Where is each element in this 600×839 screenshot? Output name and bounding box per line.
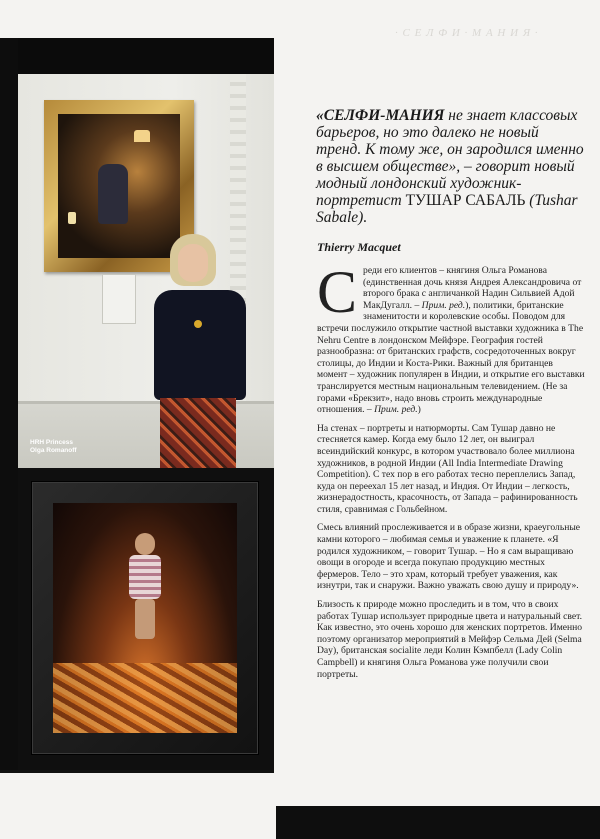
paragraph-5: Как известно, это очень хорошо для женских портретов. Именно поэтому организатор мероприятий в Мейфэр Сельма Дей (Selma Day), британская socialite леди Колин Кэмпбелл (Lady Colin Campbell) и княгиня Ольга Романова уже получили свои портреты. bbox=[317, 622, 583, 680]
paragraph-1 bbox=[317, 259, 585, 416]
artist-name: ТУШАР САБАЛЬ bbox=[405, 192, 526, 209]
girl-head bbox=[135, 533, 155, 555]
editor-note-2: Прим. ред. bbox=[374, 404, 418, 416]
article-body bbox=[317, 259, 585, 687]
lead-paragraph bbox=[316, 107, 584, 226]
woman-figure bbox=[148, 234, 256, 468]
paragraph-1-text-c: ) bbox=[417, 404, 421, 416]
paragraph-1-text-a: реди его клиентов – княгиня Ольга Романова (единственная дочь князя Андрея Александровича от второго брака с англичанкой Надин Сильвией Адой МакДугалл. – bbox=[363, 265, 582, 311]
drop-cap: С bbox=[317, 259, 358, 325]
photo-princess-exhibition bbox=[18, 74, 274, 468]
running-head: · С Е Л Ф И · М А Н И Я · bbox=[395, 27, 539, 39]
face-shape bbox=[178, 244, 208, 282]
photo-girl-painting bbox=[18, 468, 274, 770]
navy-jacket bbox=[154, 290, 246, 400]
girl-legs bbox=[135, 599, 155, 639]
editor-note: Прим. ред. bbox=[421, 299, 466, 311]
artist-latin-name: (Tushar Sabale). bbox=[316, 192, 578, 226]
caption-line-1: HRH Princess bbox=[30, 439, 73, 446]
girl-dress bbox=[129, 555, 161, 599]
wall-label-card bbox=[102, 274, 136, 324]
lamp-detail bbox=[134, 130, 150, 142]
patterned-skirt bbox=[160, 398, 236, 468]
paragraph-3: Смесь влияний прослеживается и в образе жизни, краеугольные камни которого – любимая семья и уважение к планете. «Я родился художником, – говорит Тушар. – Но я сам выращиваю овощи в огороде и всегда покупаю продукцию местных фермеров. Тело – это храм, который требует уважения, как изнутри, так и снаружи. Важно уважать свою душу и природу». bbox=[317, 522, 581, 592]
girl-leaves-painting bbox=[53, 503, 237, 733]
seated-figure-detail bbox=[98, 164, 128, 224]
paragraph-4: Близость к природе можно проследить и в том, что в своих работах Тушар использует природные цвета и натуральный свет. bbox=[317, 599, 583, 622]
lead-quote-title: «СЕЛФИ-МАНИЯ bbox=[316, 107, 445, 124]
photo-caption bbox=[30, 439, 77, 455]
author-byline: Thierry Macquet bbox=[317, 240, 401, 254]
jumping-girl bbox=[125, 533, 165, 643]
top-black-bar bbox=[0, 38, 274, 74]
gold-brooch bbox=[194, 320, 202, 328]
bottom-black-bar bbox=[276, 806, 600, 839]
left-black-strip bbox=[0, 38, 18, 773]
caption-line-2: Olga Romanoff bbox=[30, 447, 77, 454]
paragraph-1-text-b: ), политики, британские знаменитости и королевские особы. Поводом для встречи послужило открытие частной выставки художника в The Nehru Centre в лондонском Мейфэре. География гостей разнообразна: от британских графств, сосредоточенных вокруг столицы, до Индии и Коста-Рики. Важный для британцев момент – художник популярен в Индии, и открытие его выставки транслируется местным национальным телевидением. (Не за горами «Брекзит», надо вновь строить международные отношения. – bbox=[317, 299, 585, 416]
autumn-leaves bbox=[53, 663, 237, 733]
lead-quote-text: не знает классовых барьеров, но это далеко не новый тренд. К тому же, он зародился именно в высшем обществе», – говорит новый модный лондонский художник-портретист bbox=[316, 107, 584, 209]
bottom-left-rule bbox=[0, 770, 274, 773]
candle-detail bbox=[68, 212, 76, 224]
dark-painting-frame bbox=[32, 482, 258, 754]
paragraph-2: На стенах – портреты и натюрморты. Сам Тушар давно не стесняется камер. Когда ему было 12 лет, он выиграл всеиндийский конкурс, в котором участвовало более миллиона художников, в родной Индии (All India Intermediate Drawing Competition). С тех пор в его работах тесно переплелись Запад, куда он переехал 15 лет назад, и Индия. От Индии – легкость, жизнерадостность, красочность, от Запада – рафинированность стиля, сравнимая с Гольбейном. bbox=[317, 422, 578, 515]
